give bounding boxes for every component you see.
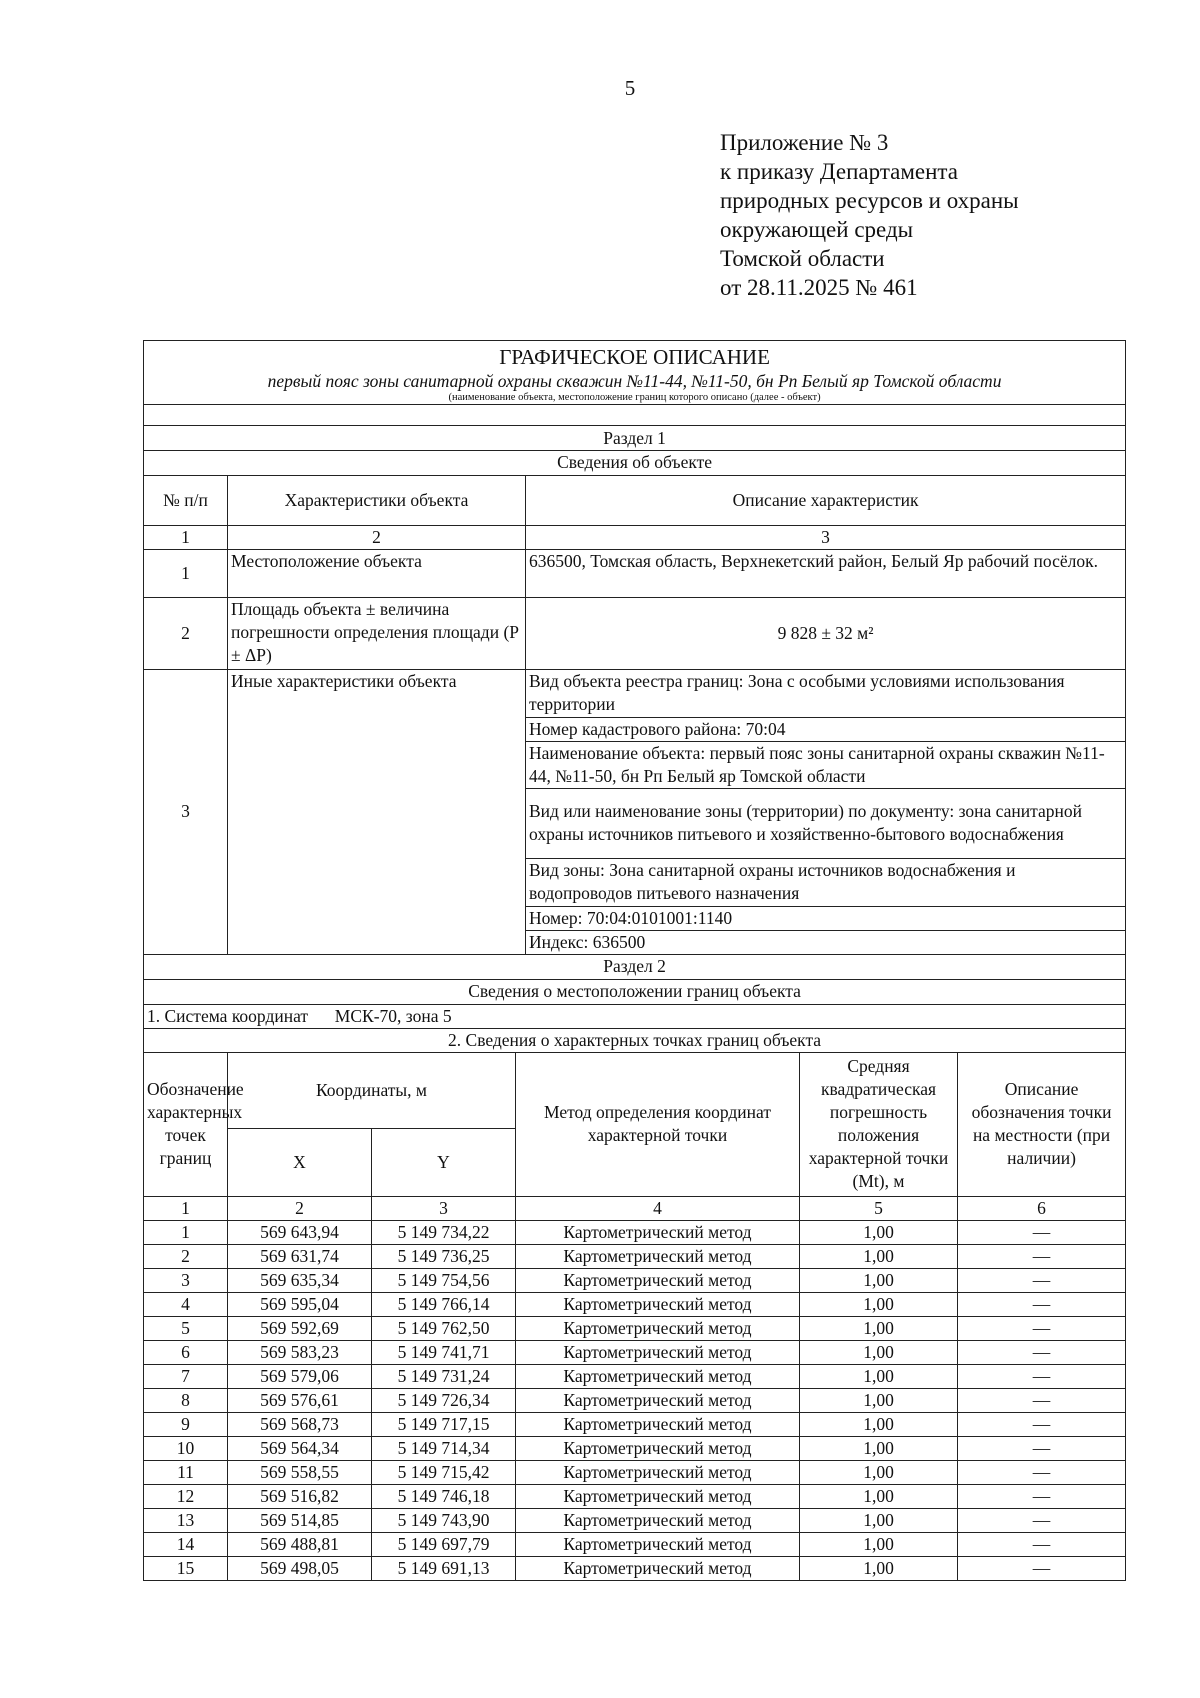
point-id: 7 [144, 1364, 228, 1388]
point-y: 5 149 741,71 [372, 1340, 516, 1364]
table-row [144, 1460, 1126, 1484]
characteristic-name: Иные характеристики объекта [228, 669, 526, 954]
object-name-note: (наименование объекта, местоположение границ которого описано (далее - объект) [144, 391, 1126, 405]
other-characteristic: Номер кадастрового района: 70:04 [526, 717, 1126, 741]
point-x: 569 631,74 [228, 1244, 372, 1268]
point-description: — [958, 1484, 1126, 1508]
point-method: Картометрический метод [516, 1508, 800, 1532]
other-characteristic: Вид объекта реестра границ: Зона с особыми условиями использования территории [526, 669, 1126, 717]
header-method: Метод определения координат характерной точки [516, 1052, 800, 1196]
characteristic-name: Местоположение объекта [228, 549, 526, 597]
point-id: 5 [144, 1316, 228, 1340]
table-row [144, 1556, 1126, 1580]
point-id: 8 [144, 1388, 228, 1412]
point-method: Картометрический метод [516, 1388, 800, 1412]
point-x: 569 643,94 [228, 1220, 372, 1244]
point-method: Картометрический метод [516, 1268, 800, 1292]
other-characteristic: Вид или наименование зоны (территории) по документу: зона санитарной охраны источников питьевого и хозяйственно-бытового водоснабжения [526, 788, 1126, 858]
point-error: 1,00 [800, 1316, 958, 1340]
point-error: 1,00 [800, 1220, 958, 1244]
header-error: Средняя квадратическая погрешность положения характерной точки (Mt), м [800, 1052, 958, 1196]
point-description: — [958, 1340, 1126, 1364]
point-x: 569 564,34 [228, 1436, 372, 1460]
points-table-body [144, 1220, 1126, 1580]
table-row [144, 1340, 1126, 1364]
point-y: 5 149 731,24 [372, 1364, 516, 1388]
point-error: 1,00 [800, 1364, 958, 1388]
point-x: 569 576,61 [228, 1388, 372, 1412]
table-row [144, 1532, 1126, 1556]
point-y: 5 149 746,18 [372, 1484, 516, 1508]
point-method: Картометрический метод [516, 1364, 800, 1388]
point-method: Картометрический метод [516, 1412, 800, 1436]
row-number: 1 [144, 549, 228, 597]
table-row [144, 1508, 1126, 1532]
point-x: 569 558,55 [228, 1460, 372, 1484]
header-coordinates: Координаты, м [228, 1052, 516, 1128]
point-error: 1,00 [800, 1412, 958, 1436]
coordinate-system [144, 1004, 1126, 1028]
other-characteristic: Индекс: 636500 [526, 930, 1126, 954]
characteristic-name: Площадь объекта ± величина погрешности определения площади (Р ± ΔР) [228, 597, 526, 669]
point-error: 1,00 [800, 1556, 958, 1580]
point-id: 9 [144, 1412, 228, 1436]
point-y: 5 149 766,14 [372, 1292, 516, 1316]
point-id: 13 [144, 1508, 228, 1532]
point-x: 569 635,34 [228, 1268, 372, 1292]
point-description: — [958, 1508, 1126, 1532]
point-y: 5 149 754,56 [372, 1268, 516, 1292]
col-number: 5 [800, 1196, 958, 1220]
point-x: 569 516,82 [228, 1484, 372, 1508]
point-method: Картометрический метод [516, 1436, 800, 1460]
point-method: Картометрический метод [516, 1460, 800, 1484]
point-id: 2 [144, 1244, 228, 1268]
point-error: 1,00 [800, 1508, 958, 1532]
point-x: 569 514,85 [228, 1508, 372, 1532]
page-number: 5 [624, 76, 636, 100]
characteristic-value: 9 828 ± 32 м² [526, 597, 1126, 669]
other-characteristic: Номер: 70:04:0101001:1140 [526, 906, 1126, 930]
appendix-line: Приложение № 3 [720, 130, 889, 155]
object-name: первый пояс зоны санитарной охраны скважин №11-44, №11-50, бн Рп Белый яр Томской области [144, 371, 1126, 391]
point-method: Картометрический метод [516, 1292, 800, 1316]
appendix-line: к приказу Департамента [720, 159, 958, 184]
point-x: 569 595,04 [228, 1292, 372, 1316]
point-y: 5 149 734,22 [372, 1220, 516, 1244]
table-row [144, 1436, 1126, 1460]
point-error: 1,00 [800, 1436, 958, 1460]
point-error: 1,00 [800, 1244, 958, 1268]
row-number: 3 [144, 669, 228, 954]
point-y: 5 149 717,15 [372, 1412, 516, 1436]
header-num: № п/п [144, 475, 228, 525]
section2-subtitle: Сведения о местоположении границ объекта [144, 979, 1126, 1004]
table-row [144, 1268, 1126, 1292]
other-characteristic: Вид зоны: Зона санитарной охраны источников водоснабжения и водопроводов питьевого назначения [526, 858, 1126, 906]
point-id: 11 [144, 1460, 228, 1484]
point-x: 569 498,05 [228, 1556, 372, 1580]
point-method: Картометрический метод [516, 1532, 800, 1556]
point-id: 10 [144, 1436, 228, 1460]
header-description: Описание характеристик [526, 475, 1126, 525]
point-y: 5 149 691,13 [372, 1556, 516, 1580]
point-x: 569 592,69 [228, 1316, 372, 1340]
appendix-line: окружающей среды [720, 217, 914, 242]
point-x: 569 568,73 [228, 1412, 372, 1436]
point-x: 569 579,06 [228, 1364, 372, 1388]
point-error: 1,00 [800, 1292, 958, 1316]
point-method: Картометрический метод [516, 1220, 800, 1244]
col-number: 2 [228, 525, 526, 549]
point-method: Картометрический метод [516, 1316, 800, 1340]
table-row [144, 1412, 1126, 1436]
point-id: 6 [144, 1340, 228, 1364]
point-method: Картометрический метод [516, 1340, 800, 1364]
point-error: 1,00 [800, 1388, 958, 1412]
point-y: 5 149 736,25 [372, 1244, 516, 1268]
col-number: 6 [958, 1196, 1126, 1220]
point-y: 5 149 715,42 [372, 1460, 516, 1484]
point-description: — [958, 1220, 1126, 1244]
table-row [144, 1220, 1126, 1244]
point-id: 15 [144, 1556, 228, 1580]
point-description: — [958, 1460, 1126, 1484]
point-description: — [958, 1532, 1126, 1556]
section1-title: Раздел 1 [144, 425, 1126, 450]
col-number: 2 [228, 1196, 372, 1220]
section1-subtitle: Сведения об объекте [144, 450, 1126, 475]
header-point-designation: Обозначение характерных точек границ [144, 1052, 228, 1196]
point-id: 12 [144, 1484, 228, 1508]
point-error: 1,00 [800, 1532, 958, 1556]
point-y: 5 149 762,50 [372, 1316, 516, 1340]
point-id: 3 [144, 1268, 228, 1292]
point-description: — [958, 1268, 1126, 1292]
point-y: 5 149 726,34 [372, 1388, 516, 1412]
point-error: 1,00 [800, 1340, 958, 1364]
table-row [144, 1388, 1126, 1412]
appendix-line: природных ресурсов и охраны [720, 188, 1019, 213]
header-y: Y [372, 1128, 516, 1196]
point-y: 5 149 743,90 [372, 1508, 516, 1532]
point-method: Картометрический метод [516, 1484, 800, 1508]
point-description: — [958, 1388, 1126, 1412]
point-error: 1,00 [800, 1268, 958, 1292]
coordinate-system-label: 1. Система координат [147, 1005, 309, 1026]
point-description: — [958, 1412, 1126, 1436]
table-row [144, 1316, 1126, 1340]
characteristic-value: 636500, Томская область, Верхнекетский район, Белый Яр рабочий посёлок. [526, 549, 1126, 597]
col-number: 3 [526, 525, 1126, 549]
table-row [144, 1484, 1126, 1508]
point-x: 569 488,81 [228, 1532, 372, 1556]
header-point-description: Описание обозначения точки на местности (при наличии) [958, 1052, 1126, 1196]
appendix-line: от 28.11.2025 № 461 [720, 275, 918, 300]
header-x: X [228, 1128, 372, 1196]
table-row [144, 1292, 1126, 1316]
point-description: — [958, 1316, 1126, 1340]
point-id: 14 [144, 1532, 228, 1556]
row-number: 2 [144, 597, 228, 669]
appendix-line: Томской области [720, 246, 885, 271]
point-y: 5 149 714,34 [372, 1436, 516, 1460]
point-method: Картометрический метод [516, 1556, 800, 1580]
point-error: 1,00 [800, 1460, 958, 1484]
table-row [144, 1364, 1126, 1388]
appendix-header [720, 128, 1019, 302]
graphic-description-table [143, 340, 1126, 1581]
points-title: 2. Сведения о характерных точках границ объекта [144, 1028, 1126, 1052]
blank-row [144, 404, 1126, 425]
other-characteristic: Наименование объекта: первый пояс зоны санитарной охраны скважин №11-44, №11-50, бн Рп Белый яр Томской области [526, 741, 1126, 788]
point-error: 1,00 [800, 1484, 958, 1508]
table-row [144, 1244, 1126, 1268]
point-id: 1 [144, 1220, 228, 1244]
point-description: — [958, 1364, 1126, 1388]
point-y: 5 149 697,79 [372, 1532, 516, 1556]
col-number: 1 [144, 525, 228, 549]
point-id: 4 [144, 1292, 228, 1316]
point-description: — [958, 1244, 1126, 1268]
document-title: ГРАФИЧЕСКОЕ ОПИСАНИЕ [144, 341, 1126, 371]
point-description: — [958, 1292, 1126, 1316]
col-number: 3 [372, 1196, 516, 1220]
point-method: Картометрический метод [516, 1244, 800, 1268]
col-number: 1 [144, 1196, 228, 1220]
header-characteristics: Характеристики объекта [228, 475, 526, 525]
col-number: 4 [516, 1196, 800, 1220]
section2-title: Раздел 2 [144, 954, 1126, 979]
coordinate-system-value: МСК-70, зона 5 [334, 1005, 452, 1026]
point-x: 569 583,23 [228, 1340, 372, 1364]
point-description: — [958, 1436, 1126, 1460]
point-description: — [958, 1556, 1126, 1580]
